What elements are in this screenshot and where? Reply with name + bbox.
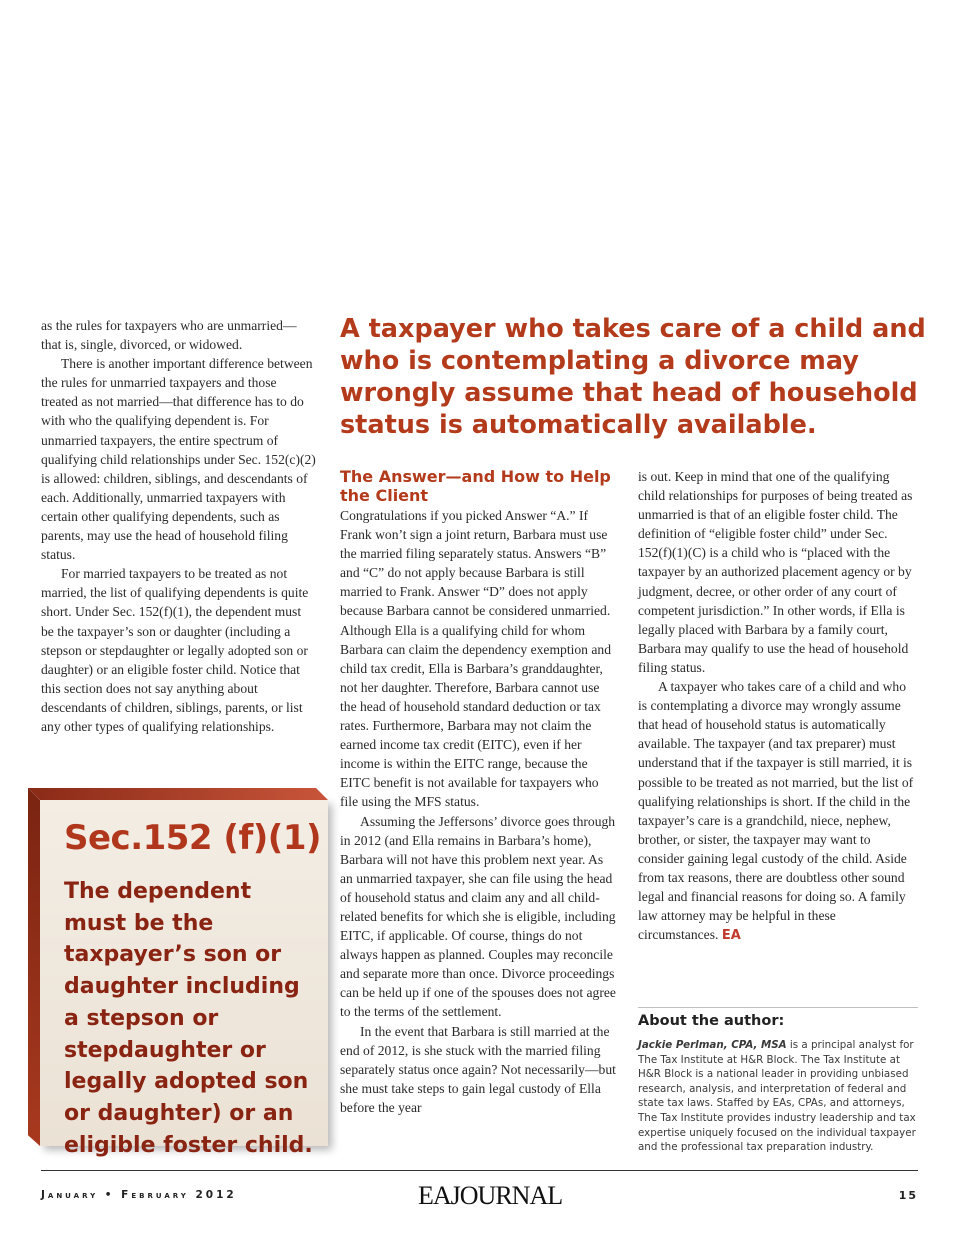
paragraph: There is another important difference between the rules for unmarried taxpayers and those treated as not married—that difference has to do with who the qualifying dependent is. For unmarried taxpayers, the entire spectrum of qualifying child relationships under Sec. 152(c)(2) is allowed: children, siblings, and descendants of each. Additionally, unmarried taxpayers with certain other qualifying dependents, such as parents, may use the head of household filing status.: [41, 356, 316, 563]
about-author: [638, 1013, 918, 1155]
journal-logo: EAJOURNAL: [418, 1181, 563, 1210]
about-bio: [638, 1038, 918, 1155]
callout-top-band: [28, 788, 328, 800]
paragraph: is out. Keep in mind that one of the qualifying child relationships for purposes of being treated as unmarried is that of an eligible foster child. The definition of “eligible foster child” under Sec. 152(f)(1)(C) is a child who is “placed with the taxpayer by an authorized placement agency or by judgment, decree, or other order of any court of competent jurisdiction.” In other words, if Ella is legally placed with Barbara by a family court, Barbara may qualify to use the head of household filing status.: [638, 469, 913, 675]
paragraph: Congratulations if you picked Answer “A.” If Frank won’t sign a joint return, Barbara must use the married filing separately status. Answers “B” and “C” do not apply because Barbara is still married to Frank. Answer “D” does not apply because Barbara cannot be considered unmarried. Although Ella is a qualifying child for whom Barbara can claim the dependency exemption and child tax credit, Ella is Barbara’s granddaughter, not her daughter. Therefore, Barbara cannot use the head of household standard deduction or tax rates. Furthermore, Barbara may not claim the earned income tax credit (EITC), even if her income is within the EITC range, because the EITC benefit is not available for taxpayers who file using the MFS status.: [340, 508, 611, 810]
left-column: [41, 316, 316, 736]
middle-column: [340, 467, 618, 1117]
about-heading: About the author:: [638, 1013, 785, 1029]
callout-title: Sec.152 (f)(1): [64, 818, 322, 858]
paragraph: In the event that Barbara is still married at the end of 2012, is she stuck with the married filing separately status once again? Not necessarily—but she must take steps to gain legal custody of Ella before the year: [340, 1023, 616, 1115]
issue-date: January • February 2012: [41, 1189, 237, 1201]
paragraph: For married taxpayers to be treated as not married, the list of qualifying dependents is quite short. Under Sec. 152(f)(1), the dependent must be the taxpayer’s son or daughter (including a stepson or stepdaughter or legally adopted son or daughter) or an eligible foster child. Notice that this section does not say anything about descendants of children, siblings, parents, or list any other types of qualifying relationships.: [41, 566, 309, 734]
callout-left-band: [28, 788, 40, 1146]
sidebar-callout: [28, 788, 328, 1158]
about-divider: [638, 1007, 918, 1008]
end-mark: EA: [721, 928, 741, 944]
callout-body: The dependent must be the taxpayer’s son or daughter including a stepson or stepdaughter or legally adopted son or daughter) or an eligible foster child.: [64, 879, 313, 1158]
footer-divider: [41, 1170, 918, 1171]
right-column: [638, 467, 916, 945]
author-bio-text: is a principal analyst for The Tax Institute at H&R Block. The Tax Institute at H&R Block is a national leader in providing unbiased research, analysis, and interpretation of federal and state tax laws. Staffed by EAs, CPAs, and attorneys, The Tax Institute provides industry leadership and tax expertise uniquely focused on the individual taxpayer and the professional tax preparation industry.: [638, 1039, 916, 1154]
paragraph-text: A taxpayer who takes care of a child and who is contemplating a divorce may wrongly assume that head of household status is automatically available. The taxpayer (and tax preparer) must understand that if the taxpayer is still married, it is possible to be treated as not married, but the list of qualifying relationships is short. If the child in the taxpayer’s care is a grandchild, niece, nephew, brother, or sister, the taxpayer may want to consider gaining legal custody of the child. Aside from tax reasons, there are doubtless other sound legal and financial reasons for doing so. A family law attorney may be helpful in these circumstances.: [638, 679, 914, 943]
paragraph: Assuming the Jeffersons’ divorce goes through in 2012 (and Ella remains in Barbara’s home), Barbara will not have this problem next year. As an unmarried taxpayer, she can file using the head of household status and claim any and all child-related benefits for which she is eligible, including EITC, if applicable. Of course, things do not always happen as planned. Couples may reconcile and separate more than once. Divorce proceedings can be held up if one of the spouses does not agree to the terms of the settlement.: [340, 813, 616, 1020]
author-name: Jackie Perlman, CPA, MSA: [638, 1039, 787, 1051]
pull-quote: A taxpayer who takes care of a child and who is contemplating a divorce may wrongly assume that head of household status is automatically available.: [340, 314, 926, 440]
section-subhead: The Answer—and How to Help the Client: [340, 467, 611, 505]
page-number: 15: [898, 1189, 918, 1202]
paragraph: [638, 677, 916, 945]
paragraph: as the rules for taxpayers who are unmarried—that is, single, divorced, or widowed.: [41, 318, 297, 353]
